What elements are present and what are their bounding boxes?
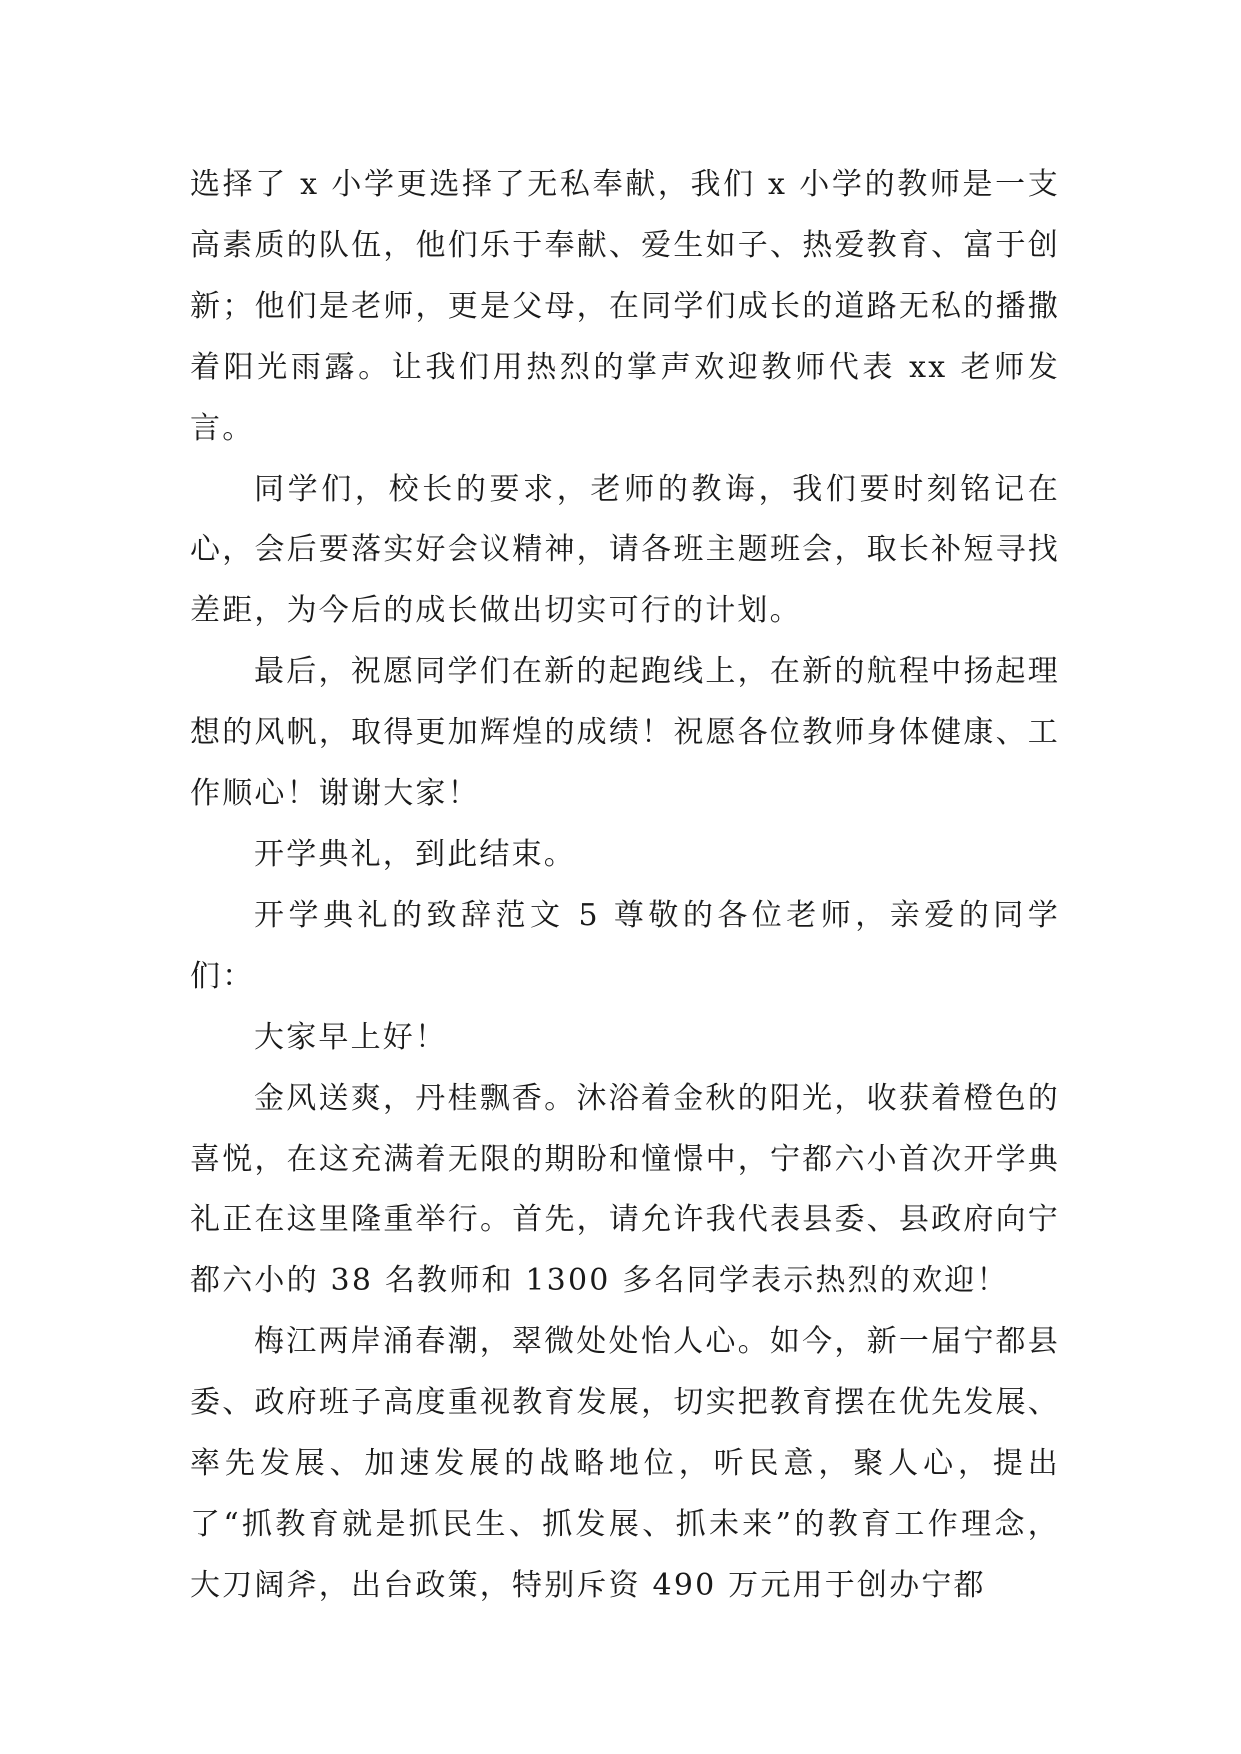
paragraph-3: 最后，祝愿同学们在新的起跑线上，在新的航程中扬起理想的风帆，取得更加辉煌的成绩！祝愿各位教师身体健康、工作顺心！谢谢大家！ xyxy=(190,654,1060,812)
paragraph-5: 开学典礼的致辞范文 5 尊敬的各位老师，亲爱的同学们： xyxy=(190,897,1060,994)
document-body xyxy=(190,155,1060,1617)
paragraph-4: 开学典礼，到此结束。 xyxy=(254,836,576,872)
paragraph-8: 梅江两岸涌春潮，翠微处处怡人心。如今，新一届宁都县委、政府班子高度重视教育发展，切实把教育摆在优先发展、率先发展、加速发展的战略地位，听民意，聚人心，提出了“抓教育就是抓民生、抓发展、抓未来”的教育工作理念，大刀阔斧，出台政策，特别斥资 490 万元用于创办宁都 xyxy=(190,1324,1060,1603)
paragraph-7: 金风送爽，丹桂飘香。沐浴着金秋的阳光，收获着橙色的喜悦，在这充满着无限的期盼和憧憬中，宁都六小首次开学典礼正在这里隆重举行。首先，请允许我代表县委、县政府向宁都六小的 38 名教师和 1300 多名同学表示热烈的欢迎！ xyxy=(190,1080,1060,1299)
paragraph-6: 大家早上好！ xyxy=(254,1019,448,1055)
paragraph-1: 选择了 x 小学更选择了无私奉献，我们 x 小学的教师是一支高素质的队伍，他们乐于奉献、爱生如子、热爱教育、富于创新；他们是老师，更是父母，在同学们成长的道路无私的播撒着阳光雨露。让我们用热烈的掌声欢迎教师代表 xx 老师发言。 xyxy=(190,167,1060,446)
paragraph-2: 同学们，校长的要求，老师的教诲，我们要时刻铭记在心，会后要落实好会议精神，请各班主题班会，取长补短寻找差距，为今后的成长做出切实可行的计划。 xyxy=(190,471,1060,629)
